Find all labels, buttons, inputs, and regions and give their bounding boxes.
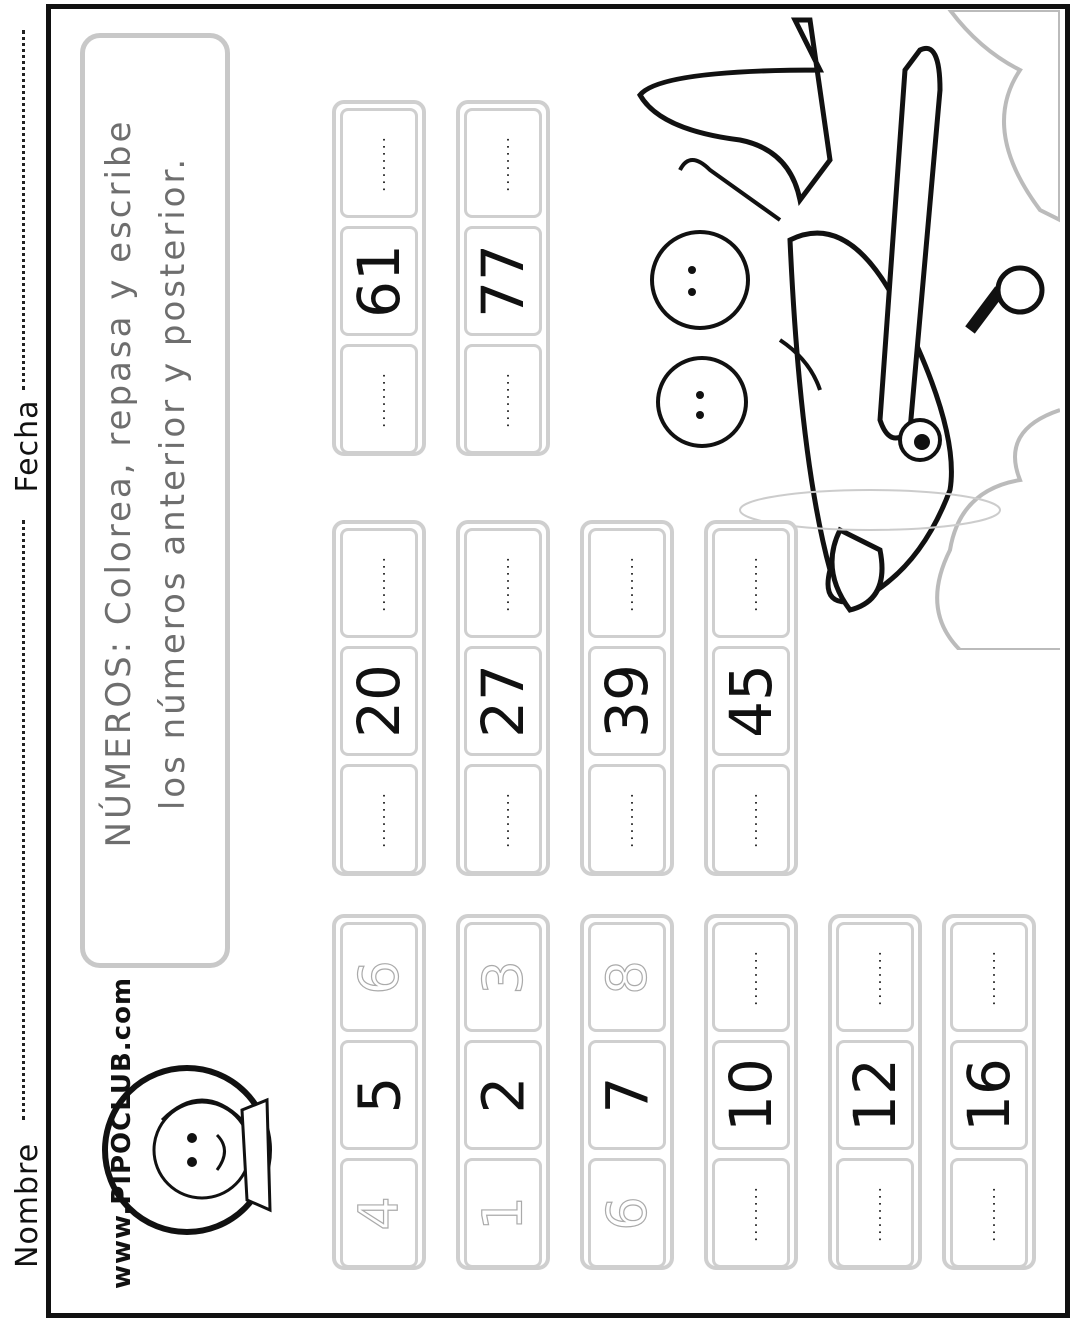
- given-number-cell: [712, 646, 790, 756]
- next-number-cell[interactable]: [836, 922, 914, 1032]
- answer-blank: ........: [493, 554, 513, 612]
- exercise-row: [456, 100, 550, 456]
- given-number-cell: [464, 1040, 542, 1150]
- given-number: 61: [345, 244, 413, 318]
- next-number-cell[interactable]: [712, 922, 790, 1032]
- given-number-cell: [464, 646, 542, 756]
- given-number: 7: [593, 1076, 661, 1114]
- exercise-row: [942, 914, 1036, 1270]
- next-number-cell[interactable]: [950, 922, 1028, 1032]
- answer-blank: ........: [617, 790, 637, 848]
- given-number: 2: [469, 1076, 537, 1114]
- exercise-row: [456, 914, 550, 1270]
- answer-blank: ........: [741, 1184, 761, 1242]
- given-number: 16: [955, 1058, 1023, 1132]
- given-number: 77: [469, 244, 537, 318]
- previous-number-cell[interactable]: [588, 764, 666, 874]
- airplane-kids-illustration: [617, 10, 1060, 650]
- given-number-cell: [950, 1040, 1028, 1150]
- answer-blank: ........: [865, 1184, 885, 1242]
- exercise-row: [332, 914, 426, 1270]
- given-number: 10: [717, 1058, 785, 1132]
- exercise-row: [332, 100, 426, 456]
- kid-face-icon: [652, 232, 748, 328]
- next-number-cell[interactable]: [588, 922, 666, 1032]
- exercise-row: [580, 520, 674, 876]
- answer-blank: ........: [741, 554, 761, 612]
- name-field[interactable]: [22, 520, 31, 1120]
- previous-number-cell[interactable]: [464, 1158, 542, 1268]
- traced-number: 3: [471, 959, 535, 995]
- cloud-icon: [937, 410, 1060, 650]
- answer-blank: ........: [979, 1184, 999, 1242]
- next-number-cell[interactable]: [464, 108, 542, 218]
- next-number-cell[interactable]: [712, 528, 790, 638]
- given-number-cell: [588, 646, 666, 756]
- previous-number-cell[interactable]: [712, 764, 790, 874]
- given-number: 45: [717, 664, 785, 738]
- traced-number: 8: [595, 959, 659, 995]
- exercise-row: [456, 520, 550, 876]
- previous-number-cell[interactable]: [712, 1158, 790, 1268]
- name-label: Nombre: [10, 1142, 45, 1268]
- traced-number: 6: [347, 959, 411, 995]
- given-number: 27: [469, 664, 537, 738]
- answer-blank: ........: [741, 948, 761, 1006]
- traced-number: 1: [471, 1195, 535, 1231]
- given-number: 5: [345, 1076, 413, 1114]
- logo-text: www.PIPOCLUB.com: [107, 976, 137, 1289]
- instructions-line-2: los números anterior y posterior.: [153, 155, 193, 811]
- answer-blank: ........: [979, 948, 999, 1006]
- exercise-row: [704, 520, 798, 876]
- previous-number-cell[interactable]: [950, 1158, 1028, 1268]
- answer-blank: ........: [493, 790, 513, 848]
- traced-number: 4: [347, 1195, 411, 1231]
- given-number-cell: [340, 646, 418, 756]
- next-number-cell[interactable]: [340, 922, 418, 1032]
- answer-blank: ........: [369, 790, 389, 848]
- traced-number: 6: [595, 1195, 659, 1231]
- next-number-cell[interactable]: [340, 528, 418, 638]
- answer-blank: ........: [369, 134, 389, 192]
- previous-number-cell[interactable]: [464, 764, 542, 874]
- given-number: 39: [593, 664, 661, 738]
- next-number-cell[interactable]: [464, 528, 542, 638]
- pipoclub-logo: [82, 976, 292, 1290]
- previous-number-cell[interactable]: [340, 1158, 418, 1268]
- exercise-row: [704, 914, 798, 1270]
- exercise-row: [332, 520, 426, 876]
- date-label: Fecha: [10, 399, 45, 493]
- date-field[interactable]: [22, 30, 31, 390]
- next-number-cell[interactable]: [340, 108, 418, 218]
- previous-number-cell[interactable]: [588, 1158, 666, 1268]
- previous-number-cell[interactable]: [464, 344, 542, 454]
- answer-blank: ........: [741, 790, 761, 848]
- previous-number-cell[interactable]: [836, 1158, 914, 1268]
- answer-blank: ........: [617, 554, 637, 612]
- next-number-cell[interactable]: [464, 922, 542, 1032]
- kid-face-icon: [658, 358, 746, 446]
- given-number: 12: [841, 1058, 909, 1132]
- previous-number-cell[interactable]: [340, 344, 418, 454]
- answer-blank: ........: [493, 370, 513, 428]
- instructions-line-1: NÚMEROS: Colorea, repasa y escribe: [99, 118, 139, 848]
- given-number: 20: [345, 664, 413, 738]
- given-number-cell: [836, 1040, 914, 1150]
- instructions-box: [80, 33, 230, 968]
- given-number-cell: [340, 226, 418, 336]
- exercise-row: [828, 914, 922, 1270]
- answer-blank: ........: [369, 554, 389, 612]
- given-number-cell: [588, 1040, 666, 1150]
- answer-blank: ........: [369, 370, 389, 428]
- instructions-text: [92, 23, 212, 943]
- next-number-cell[interactable]: [588, 528, 666, 638]
- given-number-cell: [712, 1040, 790, 1150]
- previous-number-cell[interactable]: [340, 764, 418, 874]
- given-number-cell: [340, 1040, 418, 1150]
- answer-blank: ........: [865, 948, 885, 1006]
- answer-blank: ........: [493, 134, 513, 192]
- cloud-icon: [950, 10, 1060, 220]
- given-number-cell: [464, 226, 542, 336]
- exercise-row: [580, 914, 674, 1270]
